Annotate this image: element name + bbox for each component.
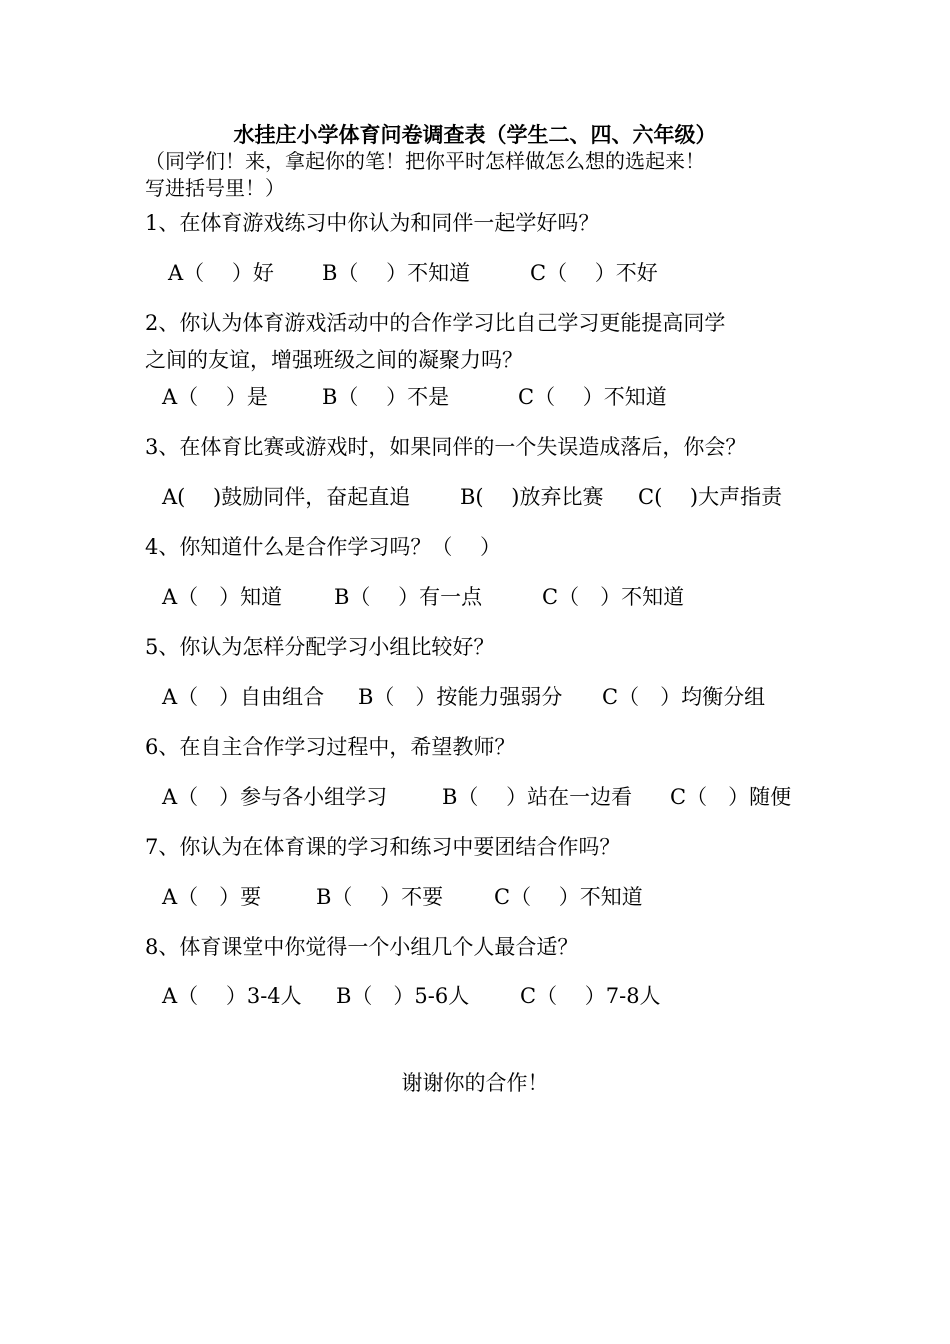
question-5: 5、你认为怎样分配学习小组比较好？ bbox=[145, 635, 495, 659]
document-title: 水挂庄小学体育问卷调查表（学生二、四、六年级） bbox=[233, 122, 717, 147]
question-8-option-a[interactable]: A（ ）3-4人 bbox=[162, 984, 302, 1008]
question-8: 8、体育课堂中你觉得一个小组几个人最合适？ bbox=[145, 935, 579, 959]
question-6: 6、在自主合作学习过程中，希望教师？ bbox=[145, 735, 516, 759]
question-3: 3、在体育比赛或游戏时，如果同伴的一个失误造成落后，你会？ bbox=[145, 435, 747, 459]
question-2-option-a[interactable]: A（ ）是 bbox=[162, 385, 268, 409]
question-2-option-b[interactable]: B（ ）不是 bbox=[322, 385, 450, 409]
question-2-line-1: 2、你认为体育游戏活动中的合作学习比自己学习更能提高同学 bbox=[145, 311, 726, 335]
question-3-option-a[interactable]: A( )鼓励同伴，奋起直追 bbox=[162, 485, 411, 509]
question-8-option-c[interactable]: C（ ）7-8人 bbox=[520, 984, 661, 1008]
question-1: 1、在体育游戏练习中你认为和同伴一起学好吗？ bbox=[145, 211, 600, 235]
question-3-option-b[interactable]: B( )放弃比赛 bbox=[460, 485, 604, 509]
intro-line-2: 写进括号里！） bbox=[145, 176, 285, 200]
question-2-line-2: 之间的友谊，增强班级之间的凝聚力吗？ bbox=[145, 348, 523, 372]
question-3-option-c[interactable]: C( )大声指责 bbox=[638, 485, 783, 509]
question-1-option-b[interactable]: B（ ）不知道 bbox=[322, 261, 471, 285]
question-1-option-a[interactable]: A（ ）好 bbox=[168, 261, 274, 285]
question-4: 4、你知道什么是合作学习吗？（ ） bbox=[145, 535, 502, 559]
intro-text bbox=[145, 148, 815, 202]
question-4-option-c[interactable]: C（ ）不知道 bbox=[542, 585, 685, 609]
question-2-option-c[interactable]: C（ ）不知道 bbox=[518, 385, 667, 409]
question-7-option-b[interactable]: B（ ）不要 bbox=[316, 885, 444, 909]
question-7-option-c[interactable]: C（ ）不知道 bbox=[494, 885, 643, 909]
question-5-option-b[interactable]: B（ ）按能力强弱分 bbox=[358, 685, 563, 709]
intro-line-1: （同学们！来，拿起你的笔！把你平时怎样做怎么想的选起来！ bbox=[145, 149, 705, 173]
question-5-option-c[interactable]: C（ ）均衡分组 bbox=[602, 685, 766, 709]
question-4-option-b[interactable]: B（ ）有一点 bbox=[334, 585, 483, 609]
question-6-option-c[interactable]: C（ ）随便 bbox=[670, 785, 792, 809]
question-7: 7、你认为在体育课的学习和练习中要团结合作吗？ bbox=[145, 835, 621, 859]
thanks-note: 谢谢你的合作！ bbox=[401, 1071, 549, 1095]
question-6-option-a[interactable]: A（ ）参与各小组学习 bbox=[162, 785, 388, 809]
question-7-option-a[interactable]: A（ ）要 bbox=[162, 885, 262, 909]
question-5-option-a[interactable]: A（ ）自由组合 bbox=[162, 685, 325, 709]
question-4-option-a[interactable]: A（ ）知道 bbox=[162, 585, 283, 609]
question-8-option-b[interactable]: B（ ）5-6人 bbox=[336, 984, 470, 1008]
question-1-option-c[interactable]: C（ ）不好 bbox=[530, 261, 658, 285]
question-6-option-b[interactable]: B（ ）站在一边看 bbox=[442, 785, 633, 809]
